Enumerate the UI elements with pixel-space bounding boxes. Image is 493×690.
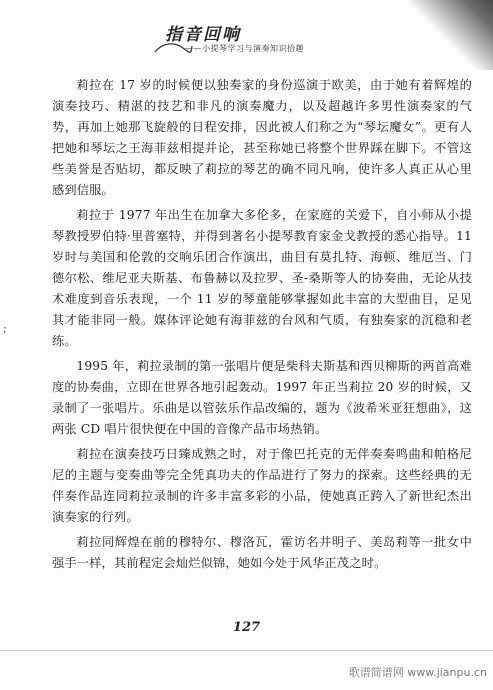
header-title: 指音回响: [165, 25, 241, 45]
header-subtitle: ——小提琴学习与演奏知识拾趣: [185, 44, 304, 53]
paragraph-1: 莉拉在 17 岁的时候便以独奏家的身份巡演于欧美，由于她有着辉煌的演奏技巧、精湛的技艺和非凡的演奏魔力，以及超越许多男性演奏家的气势，再加上她那飞旋般的日程安排，因此被人们称之为“琴坛魔女”。更有人把她和琴坛之王海菲兹相提并论，甚至称她已将整个世界踩在脚下。不管这些美誉是否贴切，都反映了莉拉的琴艺的确不同凡响，使许多人真正从心里感到信服。: [52, 78, 472, 197]
paragraph-5: 莉拉同辉煌在前的穆特尔、穆洛瓦，霍访名井明子、美岛莉等一批女中强手一样，其前程定会灿烂似锦，她如今处于风华正茂之时。: [52, 535, 472, 570]
paragraph-2: 莉拉于 1977 年出生在加拿大多伦多，在家庭的关爱下，自小师从小提琴教授罗伯特·里普塞特，并得到著名小提琴教育家金戈教授的悉心指导。11 岁时与美国和伦敦的交响乐团合作演出，曲目有莫扎特、海顿、维厄当、门德尔松、维尼亚夫斯基、布鲁赫以及拉罗、圣-桑斯等人的协奏曲，无论从技术难度到音乐表现，一个 11 岁的琴童能够掌握如此丰富的大型曲目，足见其才能非同一般。媒体评论她有海菲兹的台风和气质，有独奏家的沉稳和老练。: [52, 208, 472, 348]
running-header: [165, 20, 425, 60]
paragraph-3: 1995 年，莉拉录制的第一张唱片便是柴科夫斯基和西贝柳斯的两首高难度的协奏曲，立即在世界各地引起轰动。1997 年正当莉拉 20 岁的时候，又录制了一张唱片。乐曲是以管弦乐作品改编的，题为《波希米亚狂想曲》，这两张 CD 唱片很快便在中国的音像产品市场热销。: [52, 359, 472, 436]
paragraph-4: 莉拉在演奏技巧日臻成熟之时，对于像巴托克的无伴奏奏鸣曲和帕格尼尼的主题与变奏曲等完全凭真功夫的作品进行了努力的探索。这些经典的无伴奏作品连同莉拉录制的许多丰富多彩的小品，使她真正跨入了新世纪杰出演奏家的行列。: [52, 447, 472, 524]
footer-divider: [0, 650, 493, 651]
body-text: [52, 75, 472, 578]
site-watermark: 歌谱简谱网 www.jianpu.cn: [348, 666, 487, 679]
page-number: 127: [232, 620, 261, 635]
margin-mark: ;: [3, 322, 7, 335]
